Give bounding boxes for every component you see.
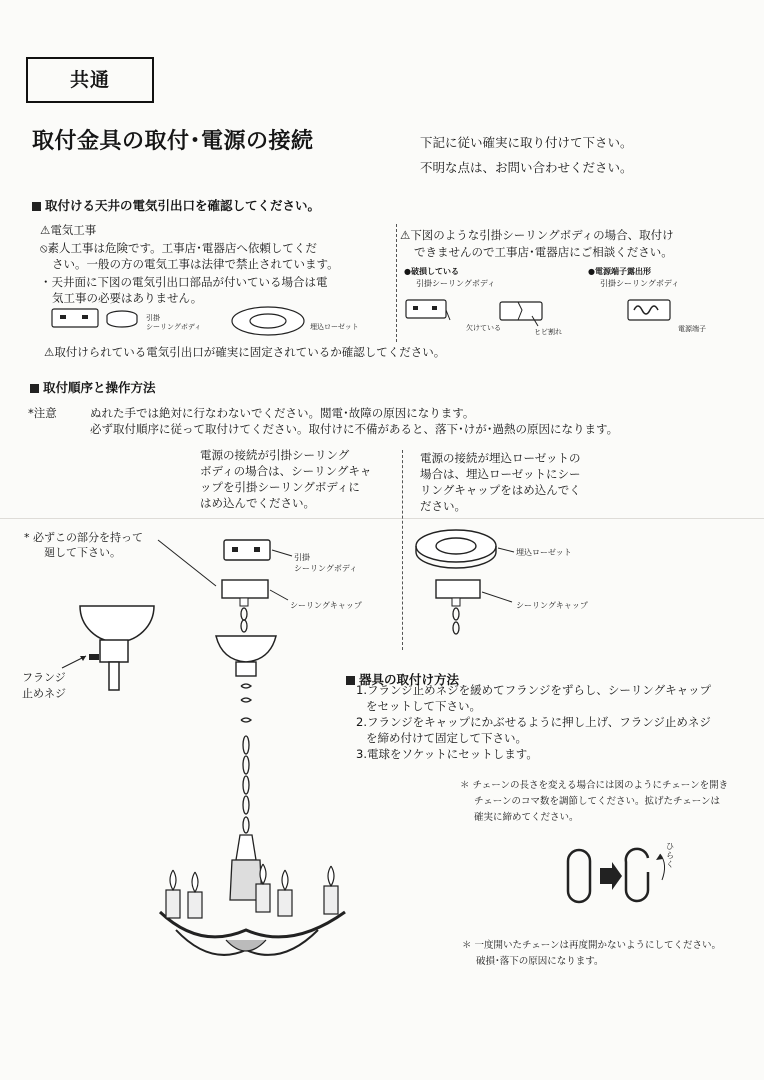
caution-line-2: 必ず取付順序に従って取付けてください。取付けに不備があると、落下･けが･過熱の原因になります。 bbox=[90, 422, 619, 436]
broken-label-1: ●破損している bbox=[404, 267, 459, 276]
prohibited-icon: ⦸ bbox=[40, 241, 48, 255]
square-bullet-icon bbox=[346, 676, 355, 685]
hikkake-label-1: 引掛 bbox=[146, 314, 160, 322]
terminal-label-2: 引掛シーリングボディ bbox=[600, 279, 680, 288]
lbl-rosette: 埋込ローゼット bbox=[516, 548, 572, 557]
lbl-cap: シーリングキャップ bbox=[290, 601, 362, 610]
step-1b: をセットして下さい。 bbox=[366, 699, 481, 713]
kake-label: 欠けている bbox=[466, 324, 501, 332]
case-b-2: 場合は、埋込ローゼットにシー bbox=[420, 467, 581, 481]
chain-note-3: 確実に締めてください。 bbox=[474, 812, 579, 823]
flange-label-2: 止めネジ bbox=[22, 687, 66, 700]
hikkake-label-2: シーリングボディ bbox=[146, 323, 202, 331]
case-b-4: ださい。 bbox=[420, 499, 466, 513]
case-a-4: はめ込んでください。 bbox=[200, 496, 315, 510]
fixture-heading-text: 器具の取付け方法 bbox=[359, 672, 460, 687]
warning-triangle-icon: ⚠ bbox=[44, 345, 55, 359]
case-a-3: ップを引掛シーリングボディに bbox=[200, 480, 360, 494]
chain-note-2: チェーンのコマ数を調節してください。拡げたチェーンは bbox=[474, 796, 721, 807]
chain-note-1: ＊ チェーンの長さを変える場合には図のようにチェーンを開き bbox=[460, 780, 729, 791]
lbl-cap-2: シーリングキャップ bbox=[516, 601, 588, 610]
section-heading-order-text: 取付順序と操作方法 bbox=[43, 380, 156, 395]
terminal-label-1: ●電源端子露出形 bbox=[588, 267, 651, 276]
warn-line-3: ・天井面に下図の電気引出口部品が付いている場合は電 bbox=[40, 275, 328, 289]
lbl-hikkake-2: シーリングボディ bbox=[294, 564, 358, 573]
tanshi-label: 電源端子 bbox=[678, 325, 706, 333]
warn-note-1: ＊ 一度開いたチェーンは再度開かないようにしてください。 bbox=[462, 940, 722, 951]
warning-triangle-icon: ⚠ bbox=[40, 223, 51, 237]
right-warn-text-1: 下図のような引掛シーリングボディの場合、取付け bbox=[410, 228, 674, 242]
broken-label-2: 引掛シーリングボディ bbox=[416, 279, 496, 288]
common-tag: 共通 bbox=[26, 57, 154, 103]
step-2b: を締め付けて固定して下さい。 bbox=[366, 731, 527, 745]
warn-note-2: 破損･落下の原因になります。 bbox=[476, 956, 604, 967]
warn-title-text: 電気工事 bbox=[50, 223, 97, 237]
hiraku-label: ひらく bbox=[666, 842, 674, 869]
header-note-1: 下記に従い確実に取り付けて下さい。 bbox=[420, 135, 633, 150]
case-b-1: 電源の接続が埋込ローゼットの bbox=[420, 451, 581, 465]
page-title: 取付金具の取付･電源の接続 bbox=[32, 129, 314, 154]
caution-label: *注意 bbox=[28, 406, 57, 420]
step-1a: 1.フランジ止めネジを緩めてフランジをずらし、シーリングキャップ bbox=[356, 683, 712, 697]
case-a-2: ボディの場合は、シーリングキャ bbox=[200, 464, 372, 478]
caution-line-1: ぬれた手では絶対に行なわないでください。閲電･故障の原因になります。 bbox=[90, 406, 475, 420]
umekomi-label: 埋込ローゼット bbox=[310, 323, 359, 331]
right-warn-line-2: できませんので工事店･電器店にご相談ください。 bbox=[414, 245, 673, 259]
warn-line-4: 気工事の必要はありません。 bbox=[52, 291, 203, 305]
hibi-label: ヒビ割れ bbox=[534, 328, 562, 336]
warn-line-2: さい。一般の方の電気工事は法律で禁止されています。 bbox=[52, 257, 339, 271]
warning-triangle-icon: ⚠ bbox=[400, 228, 411, 242]
lbl-hikkake-1: 引掛 bbox=[294, 553, 310, 562]
case-b-3: リングキャップをはめ込んでく bbox=[420, 483, 581, 497]
warn-line-1-text: 素人工事は危険です。工事店･電器店へ依頼してくだ bbox=[47, 241, 317, 255]
hold-note-1: * 必ずこの部分を持って bbox=[24, 531, 143, 544]
confirm-text: 取付けられている電気引出口が確実に固定されているか確認してください。 bbox=[54, 345, 446, 359]
header-note-2: 不明な点は、お問い合わせください。 bbox=[420, 160, 633, 175]
case-a-1: 電源の接続が引掛シーリング bbox=[200, 448, 350, 462]
flange-label-1: フランジ bbox=[22, 671, 66, 684]
step-2a: 2.フランジをキャップにかぶせるように押し上げ、フランジ止めネジ bbox=[356, 715, 711, 729]
section-heading-text: 取付ける天井の電気引出口を確認してください。 bbox=[45, 198, 321, 213]
hold-note-2: 廻して下さい。 bbox=[44, 546, 121, 559]
step-3: 3.電球をソケットにセットします。 bbox=[356, 747, 538, 761]
